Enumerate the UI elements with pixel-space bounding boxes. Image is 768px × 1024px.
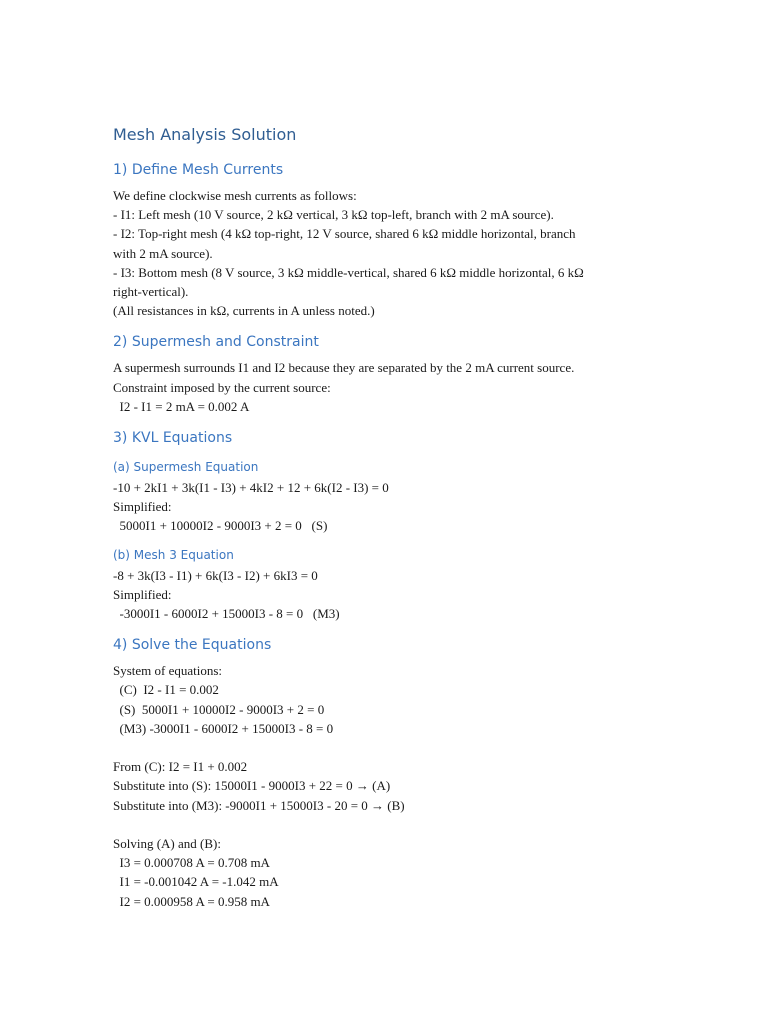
subheading-mesh-3-equation: (b) Mesh 3 Equation <box>113 547 234 562</box>
section-heading-solve-equations: 4) Solve the Equations <box>113 637 272 654</box>
paragraph-line: A supermesh surrounds I1 and I2 because they are separated by the 2 mA current source. <box>113 360 575 376</box>
equation-line: 5000I1 + 10000I2 - 9000I3 + 2 = 0 (S) <box>113 518 328 534</box>
paragraph-line: Solving (A) and (B): <box>113 836 221 852</box>
equation-line: (M3) -3000I1 - 6000I2 + 15000I3 - 8 = 0 <box>113 720 334 736</box>
blank-line <box>113 738 653 757</box>
equation-line: Substitute into (S): 15000I1 - 9000I3 + 22 = 0 → (A) <box>113 778 391 794</box>
paragraph-line: We define clockwise mesh currents as follows: <box>113 188 357 203</box>
subheading-supermesh-equation: (a) Supermesh Equation <box>113 460 259 475</box>
equation-line: -10 + 2kI1 + 3k(I1 - I3) + 4kI2 + 12 + 6k(I2 - I3) = 0 <box>113 480 389 496</box>
paragraph-line: Constraint imposed by the current source: <box>113 379 331 395</box>
paragraph-line: - I2: Top-right mesh (4 kΩ top-right, 12 V source, shared 6 kΩ middle horizontal, branch <box>113 226 576 242</box>
blank-line <box>113 815 653 834</box>
paragraph-line: Simplified: <box>113 499 172 515</box>
paragraph-line: - I1: Left mesh (10 V source, 2 kΩ vertical, 3 kΩ top-left, branch with 2 mA source). <box>113 207 554 223</box>
equation-line: I2 - I1 = 2 mA = 0.002 A <box>113 398 250 414</box>
result-line: I3 = 0.000708 A = 0.708 mA <box>113 855 270 871</box>
equation-line: -8 + 3k(I3 - I1) + 6k(I3 - I2) + 6kI3 = 0 <box>113 567 318 583</box>
equation-line: (C) I2 - I1 = 0.002 <box>113 682 219 698</box>
section-heading-supermesh: 2) Supermesh and Constraint <box>113 334 319 351</box>
paragraph-line: Simplified: <box>113 586 172 602</box>
equation-line: Substitute into (M3): -9000I1 + 15000I3 - 20 = 0 → (B) <box>113 797 405 813</box>
section-heading-define-mesh-currents: 1) Define Mesh Currents <box>113 162 284 178</box>
paragraph-line: System of equations: <box>113 663 223 679</box>
equation-line: From (C): I2 = I1 + 0.002 <box>113 759 248 775</box>
document-title: Mesh Analysis Solution <box>113 125 297 144</box>
paragraph-line: right-vertical). <box>113 284 189 300</box>
paragraph-line: with 2 mA source). <box>113 245 213 261</box>
result-line: I1 = -0.001042 A = -1.042 mA <box>113 874 279 890</box>
paragraph-line: - I3: Bottom mesh (8 V source, 3 kΩ middle-vertical, shared 6 kΩ middle horizontal, 6 kΩ <box>113 264 584 280</box>
paragraph-line: (All resistances in kΩ, currents in A unless noted.) <box>113 303 375 319</box>
equation-line: (S) 5000I1 + 10000I2 - 9000I3 + 2 = 0 <box>113 701 325 717</box>
result-line: I2 = 0.000958 A = 0.958 mA <box>113 893 270 909</box>
equation-line: -3000I1 - 6000I2 + 15000I3 - 8 = 0 (M3) <box>113 606 340 622</box>
section-heading-kvl-equations: 3) KVL Equations <box>113 430 233 447</box>
document-page <box>113 124 653 911</box>
